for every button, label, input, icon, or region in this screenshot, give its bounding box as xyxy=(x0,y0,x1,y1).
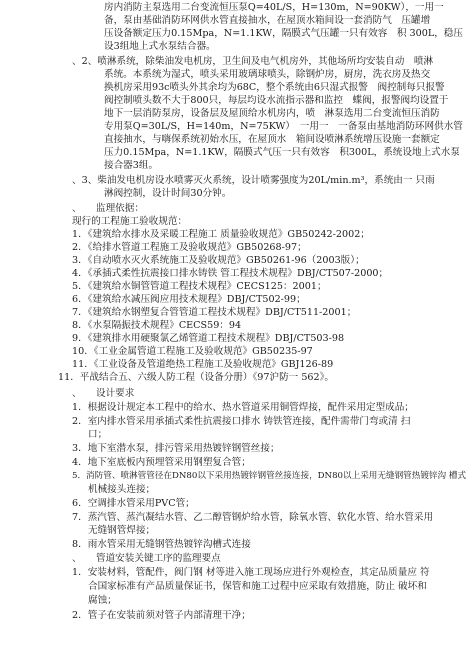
list-item: 7．《建筑给水钢塑复合管管道工程技术规程》DBJ/CT511-2001； xyxy=(72,307,357,318)
list-item: 11．平战结合五、六级人防工程（设备分册）《97沪防一 562》。 xyxy=(58,372,335,383)
list-item: 7．蒸汽管、蒸汽凝结水管、乙二醇管钢炉给水管，除氧水管、软化水管、给水管采用 xyxy=(72,512,434,523)
section-heading: 、 管道安装关键工序的监理要点 xyxy=(72,553,221,564)
list-item: 2．管子在安装前须对管子内部清理干净； xyxy=(72,610,251,621)
text-line: 系统。本系统为湿式，喷头采用玻璃球喷头，除钢炉房，厨房，洗衣房及热交 xyxy=(104,69,431,80)
text-line: 机械接头连接； xyxy=(88,484,156,495)
text-line: 换机房采用93c喷头外其余均为68C，整个系统由6只湿式报警 阀控制每只报警 xyxy=(104,82,445,93)
list-item: 6．空调排水管采用PVC管； xyxy=(72,498,195,509)
list-item: 8．《水泵隔振技术规程》CECS59：94 xyxy=(72,320,242,331)
list-item: 5．消防管、喷淋管管径在DN80以下采用热镀锌钢管丝接连接，DN80以上采用无缝钢管热镀锌沟 槽式 xyxy=(72,471,467,481)
list-item: 3．《自动喷水灭火系统施工及验收规范》GB50261-96（2003版）； xyxy=(72,255,365,266)
list-item: 3．地下室潜水泵，排污管采用热镀锌钢管丝接； xyxy=(72,443,280,454)
text-line: 专用泵Q=30L/S，H=140m，N=75KW） 一用一 一备泵由基地消防环网供水管 xyxy=(104,121,463,132)
section-heading: 、 设计要求 xyxy=(72,388,135,399)
list-item: 1．《建筑给水排水及采暖工程施工 质量验收规范》GB50242-2002； xyxy=(72,229,370,240)
text-line: 腐蚀； xyxy=(88,595,117,606)
list-item: 11．《工业设备及管道绝热工程施工及验收规范》GBJ126-89 xyxy=(72,359,334,370)
list-item: 4．《承插式柔性抗震接口排水铸铁 管工程技术规程》DBJ/CT507-2000； xyxy=(72,268,389,279)
list-item: 6．《建筑给水减压阀应用技术规程》DBJ/CT502-99； xyxy=(72,294,306,305)
list-item: 2．室内排水管采用承插式柔性抗震接口排水 铸铁管连接，配件需带门弯或清 扫 xyxy=(72,416,411,427)
text-line: 设3组地上式水泵结合器。 xyxy=(104,41,216,52)
list-item: 8．雨水管采用无缝钢管热镀锌沟槽式连接 xyxy=(72,539,251,550)
list-item: 4．地下室底板内预埋管采用钢塑复合管； xyxy=(72,457,251,468)
text-line: 口； xyxy=(88,429,108,440)
text-line: 压力0.15Mpa，N=1.1KW，隔膜式气压一只有效容 积300L，系统设地上式水泵 xyxy=(104,147,460,158)
list-item: 1．安装材料，管配件，阀门钢 材等进入施工现场应进行外观检查，其定品质量应 符 xyxy=(72,567,430,578)
list-item: 10．《工业金属管道工程施工及验收规范》GB50235-97 xyxy=(72,346,313,357)
text-line: 无缝钢管焊接； xyxy=(88,525,156,536)
text-line: 淋阀控制，设计时间30分钟。 xyxy=(104,188,232,199)
list-item: 5．《建筑给水铜管管道工程技术规程》CECS125：2001； xyxy=(72,281,327,292)
section-heading: 、 监理依据： xyxy=(72,203,144,214)
list-item: 1．根据设计规定本工程中的给水、热水管道采用铜管焊接，配件采用定型成品； xyxy=(72,402,414,413)
text-line: 备，泵由基础消防环网供水管直接抽水，在屋顶水箱间设一套消防气 压罐增 xyxy=(104,15,431,26)
text-line: 地下一层消防泵房，设备层及屋顶给水机房内，喷 淋泵选用二台变流恒压消防 xyxy=(104,108,440,119)
text-line: 、3、柴油发电机房设水喷雾灭火系统，设计喷雾强度为20L/min.m³，系统由一 只雨 xyxy=(72,175,435,186)
text-line: 合国家标准有产品质量保证书，保管和施工过程中应采取有效措施，防止 破坏和 xyxy=(88,581,427,592)
text-line: 房内消防主泵选用二台变流恒压泵Q=40L/S，H=130m，N=90KW），一用一 xyxy=(104,2,444,13)
text-line: 直接抽水，与嗨保系统初始水压，在屋顶水 箱间设喷淋系统增压设施一套额定 xyxy=(104,134,440,145)
list-item: 9．《建筑排水用硬聚氯乙烯管道工程技术规程》DBJ/CT503-98 xyxy=(72,333,345,344)
text-line: 现行的工程施工验收规范： xyxy=(72,216,188,227)
text-line: 压设备额定压力0.15Mpa，N=1.1KW，隔膜式气压罐一只有效容 积 300L，稳压 xyxy=(104,28,463,39)
text-line: 接合器3组。 xyxy=(104,160,159,171)
text-line: 、2、喷淋系统，除柴油发电机房，卫生间及电气机房外，其他场所均安装自动 喷淋 xyxy=(72,56,434,67)
text-line: 阀控制喷头数不大于800只，每层均设水流指示器和监控 蝶阀，报警阀均设置于 xyxy=(104,95,449,106)
list-item: 2．《给排水管道工程施工及验收规范》GB50268-97； xyxy=(72,242,307,253)
